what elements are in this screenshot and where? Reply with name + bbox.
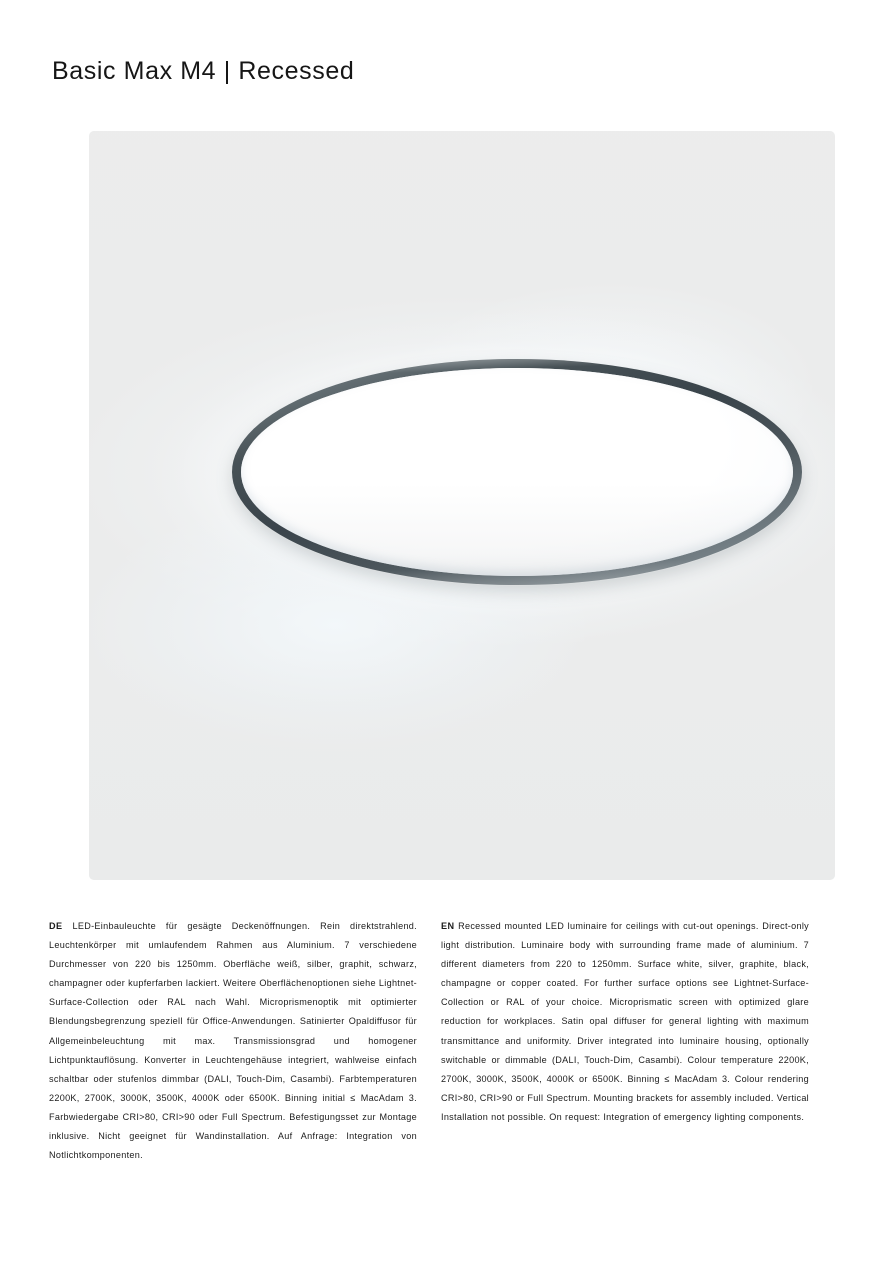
page-title: Basic Max M4 | Recessed [52, 56, 355, 85]
description-section [49, 917, 809, 1165]
product-image-panel [89, 131, 835, 880]
description-text-en: Recessed mounted LED luminaire for ceilings with cut-out openings. Direct-only light distribution. Luminaire body with surrounding frame made of aluminium. 7 different diameters from 220 to 1250mm. Surface white, silver, graphite, black, champagne or copper coated. For further surface options see Lightnet-Surface-Collection or RAL of your choice. Microprismatic screen with optimized glare reduction for workplaces. Satin opal diffuser for general lighting with maximum transmittance and uniformity. Driver integrated into luminaire housing, optionally switchable or dimmable (DALI, Touch-Dim, Casambi). Colour temperature 2200K, 2700K, 3000K, 3500K, 4000K or 6500K. Binning ≤ MacAdam 3. Colour rendering CRI>80, CRI>90 or Full Spectrum. Mounting brackets for assembly included. Vertical Installation not possible. On request: Integration of emergency lighting components. [441, 921, 809, 1122]
description-column-en [441, 917, 809, 1165]
description-paragraph-de [49, 917, 417, 1165]
description-paragraph-en [441, 917, 809, 1127]
language-tag-en: EN [441, 921, 455, 931]
luminaire-opal-diffuser [241, 368, 793, 576]
language-tag-de: DE [49, 921, 63, 931]
description-text-de: LED-Einbauleuchte für gesägte Deckenöffnungen. Rein direktstrahlend. Leuchtenkörper mit umlaufendem Rahmen aus Aluminium. 7 verschiedene Durchmesser von 220 bis 1250mm. Oberfläche weiß, silber, graphit, schwarz, champagner oder kupferfarben lackiert. Weitere Oberflächenoptionen siehe Lightnet-Surface-Collection oder RAL nach Wahl. Microprismenoptik mit optimierter Blendungsbegrenzung speziell für Office-Anwendungen. Satinierter Opaldiffusor für Allgemeinbeleuchtung mit max. Transmissionsgrad und homogener Lichtpunktauflösung. Konverter in Leuchtengehäuse integriert, wahlweise einfach schaltbar oder stufenlos dimmbar (DALI, Touch-Dim, Casambi). Farbtemperaturen 2200K, 2700K, 3000K, 3500K, 4000K oder 6500K. Binning initial ≤ MacAdam 3. Farbwiedergabe CRI>80, CRI>90 oder Full Spectrum. Befestigungsset zur Montage inklusive. Nicht geeignet für Wandinstallation. Auf Anfrage: Integration von Notlichtkomponenten. [49, 921, 417, 1161]
luminaire-product [232, 359, 802, 585]
description-column-de [49, 917, 417, 1165]
